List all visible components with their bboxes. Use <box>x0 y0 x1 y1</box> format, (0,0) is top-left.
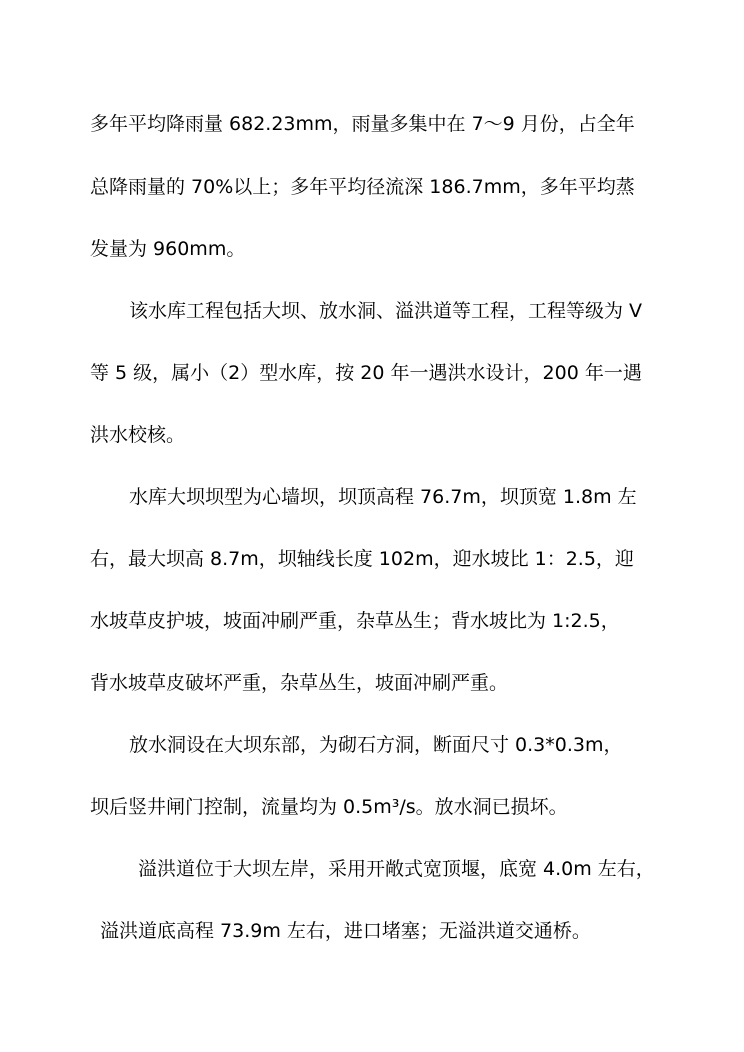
text-line: 等 5 级，属小（2）型水库，按 20 年一遇洪水设计，200 年一遇 <box>90 362 642 384</box>
text-line: 水库大坝坝型为心墙坝，坝顶高程 76.7m，坝顶宽 1.8m 左 <box>129 486 637 508</box>
text-line: 坝后竖井闸门控制，流量均为 0.5m³/s。放水洞已损坏。 <box>90 796 568 818</box>
text-line: 洪水校核。 <box>90 424 186 446</box>
text-line: 多年平均降雨量 682.23mm，雨量多集中在 7～9 月份，占全年 <box>90 113 635 135</box>
text-line: 溢洪道位于大坝左岸，采用开敞式宽顶堰，底宽 4.0m 左右， <box>138 858 655 880</box>
text-line: 溢洪道底高程 73.9m 左右，进口堵塞；无溢洪道交通桥。 <box>100 920 591 942</box>
text-line: 水坡草皮护坡，坡面冲刷严重，杂草丛生；背水坡比为 1:2.5， <box>90 610 620 632</box>
text-line: 总降雨量的 70%以上；多年平均径流深 186.7mm，多年平均蒸 <box>90 176 635 198</box>
text-line: 背水坡草皮破坏严重，杂草丛生，坡面冲刷严重。 <box>90 672 509 694</box>
text-line: 右，最大坝高 8.7m，坝轴线长度 102m，迎水坡比 1：2.5，迎 <box>90 548 634 570</box>
text-line: 发量为 960mm。 <box>90 238 246 260</box>
text-line: 该水库工程包括大坝、放水洞、溢洪道等工程，工程等级为 V <box>129 300 643 322</box>
text-line: 放水洞设在大坝东部，为砌石方洞，断面尺寸 0.3*0.3m， <box>129 734 623 756</box>
